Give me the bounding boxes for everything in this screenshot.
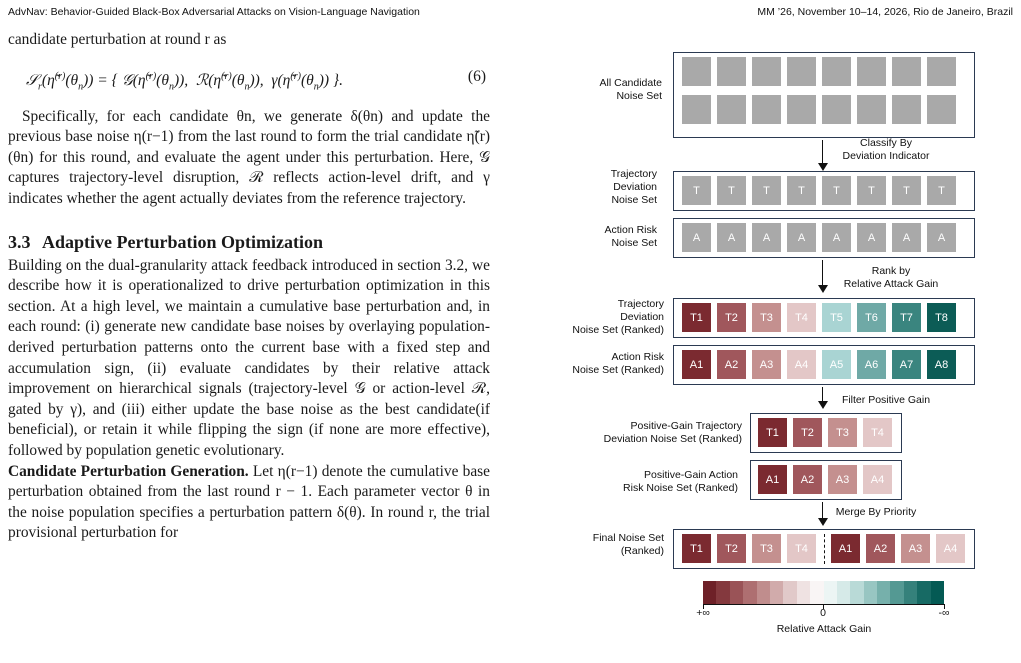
pos-traj-cells [758,418,892,447]
pos-action-cell-a2: A2 [793,465,822,494]
running-header-title: AdvNav: Behavior-Guided Black-Box Adversarial Attacks on Vision-Language Navigation [8,6,420,18]
all-candidate-row-1 [682,57,956,86]
action-noise-cell: A [717,223,746,252]
colorbar-swatch [837,581,850,604]
colorbar-title: Relative Attack Gain [776,623,872,635]
colorbar-swatch [864,581,877,604]
action-noise-cell: A [752,223,781,252]
pos-action-cell-a3: A3 [828,465,857,494]
traj-ranked-cell-t7: T7 [892,303,921,332]
merge-divider [824,534,825,564]
colorbar-swatch [757,581,770,604]
noise-cell [717,95,746,124]
action-ranked-cell-a1: A1 [682,350,711,379]
action-ranked-cells [682,350,956,379]
equation-body: $𝒮_r(\etã^{(r)}(\theta_n))$ = { $𝒢(\etã^{(r)}(\theta_n))$, $ℛ(\etã^{(r)}(\theta_n))$, $\gamma(\etã^{(r)}(\theta_n))$ }. [26,70,344,92]
all-candidate-row-2 [682,95,956,124]
pos-traj-cell-t1: T1 [758,418,787,447]
step-rank: Rank by Relative Attack Gain [843,265,939,290]
noise-cell [822,95,851,124]
traj-ranked-cell-t3: T3 [752,303,781,332]
step-classify: Classify By Deviation Indicator [842,137,930,162]
noise-cell [857,95,886,124]
noise-cell [717,57,746,86]
traj-ranked-cell-t8: T8 [927,303,956,332]
equation-number: (6) [467,67,486,85]
traj-noise-cell: T [717,176,746,205]
colorbar-swatch [877,581,890,604]
equation-6 [8,59,490,97]
action-ranked-cell-a6: A6 [857,350,886,379]
paragraph-specifically: Specifically, for each candidate θn, we generate δ(θn) and update the previous base noise η(r−1) from the last round to form the trial candidate η̃(r)(θn) for this round, and evaluate the agent under this perturbation. Here, 𝒢 captures trajectory-level disruption, ℛ reflects action-level drift, and γ indicates whether the agent actually deviates from the reference trajectory. [8,107,490,207]
label-action-set: Action Risk Noise Set [604,224,657,249]
noise-cell [822,57,851,86]
final-cell-a1: A1 [831,534,860,563]
arrow-rank [822,260,823,291]
final-action-cells [831,534,965,563]
label-final: Final Noise Set (Ranked) [592,532,664,557]
action-ranked-cell-a4: A4 [787,350,816,379]
traj-ranked-cell-t5: T5 [822,303,851,332]
label-traj-ranked: Trajectory Deviation Noise Set (Ranked) [572,298,664,336]
noise-cell [682,57,711,86]
intro-text: candidate perturbation at round r as [8,31,227,48]
colorbar-label-plus-inf: +∞ [696,607,710,619]
label-traj-set: Trajectory Deviation Noise Set [610,168,657,206]
traj-noise-cell: T [892,176,921,205]
colorbar-swatch [716,581,729,604]
noise-cell [857,57,886,86]
arrow-filter [822,387,823,407]
traj-noise-cell: T [822,176,851,205]
action-ranked-cell-a5: A5 [822,350,851,379]
section-heading [8,230,490,254]
pos-action-cell-a1: A1 [758,465,787,494]
pipeline-figure [560,40,1020,640]
colorbar-label-zero: 0 [820,607,826,619]
final-traj-cells [682,534,816,563]
final-cell-a3: A3 [901,534,930,563]
noise-cell [752,57,781,86]
pos-action-cells [758,465,892,494]
label-pos-traj: Positive-Gain Trajectory Deviation Noise Set (Ranked) [603,420,742,445]
action-ranked-cell-a3: A3 [752,350,781,379]
final-cell-a2: A2 [866,534,895,563]
pos-traj-cell-t4: T4 [863,418,892,447]
colorbar-swatch [703,581,716,604]
traj-noise-cell: T [927,176,956,205]
traj-ranked-cell-t1: T1 [682,303,711,332]
action-ranked-cell-a8: A8 [927,350,956,379]
label-all-candidate: All Candidate Noise Set [599,77,662,102]
colorbar-swatch [824,581,837,604]
action-noise-cell: A [787,223,816,252]
noise-cell [787,95,816,124]
colorbar-swatch [783,581,796,604]
text-column [8,30,490,544]
pos-action-cell-a4: A4 [863,465,892,494]
label-pos-action: Positive-Gain Action Risk Noise Set (Ranked) [623,469,738,494]
colorbar-swatch [917,581,930,604]
noise-cell [787,57,816,86]
section-number: 3.3 [8,231,31,252]
run-in-heading: Candidate Perturbation Generation. [8,462,249,480]
action-noise-cell: A [682,223,711,252]
colorbar-swatch [743,581,756,604]
traj-ranked-cell-t4: T4 [787,303,816,332]
arrow-merge [822,502,823,524]
action-ranked-cell-a7: A7 [892,350,921,379]
colorbar-label-minus-inf: -∞ [938,607,950,619]
colorbar-swatch [931,581,944,604]
noise-cell [927,57,956,86]
pos-traj-cell-t3: T3 [828,418,857,447]
final-cell-a4: A4 [936,534,965,563]
final-cell-t3: T3 [752,534,781,563]
noise-cell [682,95,711,124]
action-noise-cell: A [857,223,886,252]
section-title: Adaptive Perturbation Optimization [42,231,323,252]
traj-noise-cell: T [787,176,816,205]
action-set-cells [682,223,956,252]
noise-cell [892,57,921,86]
action-noise-cell: A [927,223,956,252]
traj-ranked-cells [682,303,956,332]
colorbar-swatch [730,581,743,604]
step-filter: Filter Positive Gain [841,394,931,406]
running-header-venue: MM ’26, November 10–14, 2026, Rio de Janeiro, Brazil [757,6,1013,18]
step-merge: Merge By Priority [835,506,917,518]
traj-ranked-cell-t6: T6 [857,303,886,332]
action-noise-cell: A [892,223,921,252]
colorbar-swatch [770,581,783,604]
traj-noise-cell: T [752,176,781,205]
arrow-classify [822,140,823,169]
final-cell-t1: T1 [682,534,711,563]
colorbar-swatch [890,581,903,604]
traj-ranked-cell-t2: T2 [717,303,746,332]
traj-noise-cell: T [857,176,886,205]
final-cell-t2: T2 [717,534,746,563]
action-ranked-cell-a2: A2 [717,350,746,379]
colorbar-swatch [850,581,863,604]
pos-traj-cell-t2: T2 [793,418,822,447]
noise-cell [927,95,956,124]
noise-cell [752,95,781,124]
final-cell-t4: T4 [787,534,816,563]
traj-set-cells [682,176,956,205]
traj-noise-cell: T [682,176,711,205]
colorbar-swatch [904,581,917,604]
paragraph-building-on: Building on the dual-granularity attack feedback introduced in section 3.2, we describe how it is operationalized to drive perturbation optimization in this section. At a high level, we maintain a cumulative base perturbation and, in each round: (i) generate new candidate base noises by overlaying population-derived perturbation patterns onto the current base with a fixed step and accumulation sign, (ii) evaluate candidates by their relative attack improvement on hierarchical signals (trajectory-level 𝒢 or action-level ℛ, gated by γ), and (iii) either update the base noise as the best candidate(if beneficial), or retain it while flipping the sign (if none are more effective), followed by population genetic evolutionary. [8,256,490,459]
noise-cell [892,95,921,124]
action-noise-cell: A [822,223,851,252]
paragraph-candidate-generation [8,462,490,544]
colorbar-swatch [797,581,810,604]
candidate-generation-text: Let η(r−1) denote the cumulative base perturbation obtained from the last round r − 1. Each parameter vector θ in the noise population specifies a perturbation pattern δ(θ). In round r, the trial provisional perturbation for [8,462,491,542]
colorbar [703,581,944,604]
colorbar-swatch [810,581,823,604]
label-action-ranked: Action Risk Noise Set (Ranked) [572,351,664,376]
